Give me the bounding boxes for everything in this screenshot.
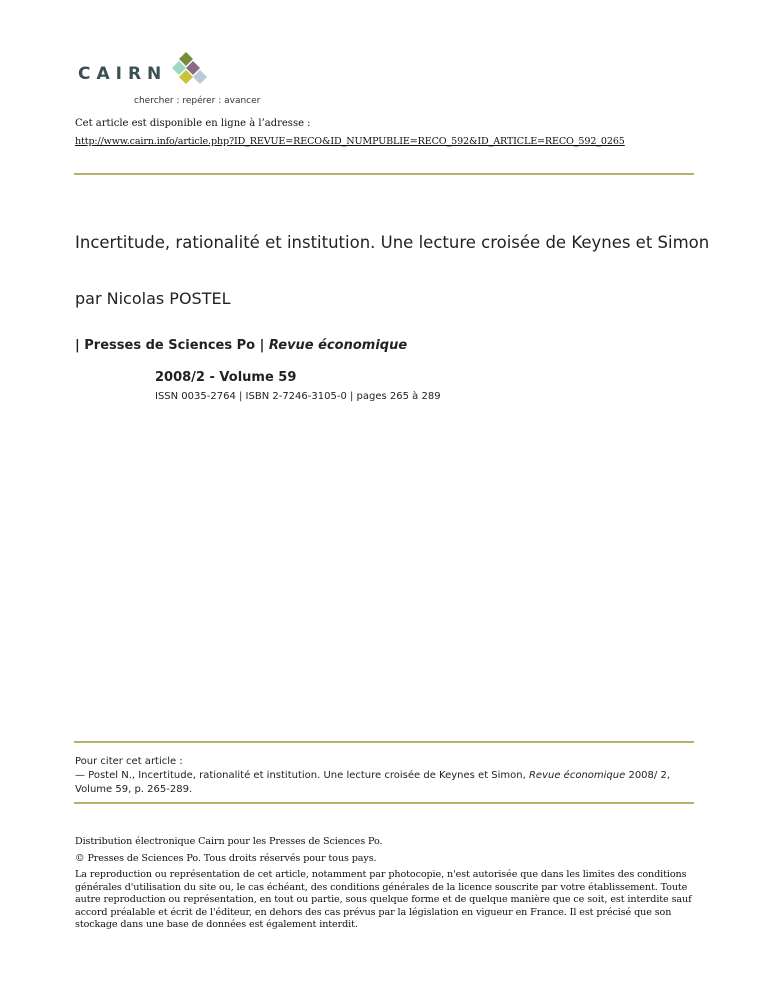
citation-prefix: — Postel N., Incertitude, rationalité et institution. Une lecture croisée de Keynes et Simon, — [75, 770, 526, 781]
divider-citation-bottom — [74, 802, 694, 804]
availability-text: Cet article est disponible en ligne à l’adresse : — [75, 118, 311, 129]
journal-name: Revue économique — [268, 338, 408, 353]
logo-tagline: chercher : repérer : avancer — [134, 96, 261, 106]
cairn-wordmark: CAIRN — [78, 64, 168, 84]
citation-text — [75, 769, 695, 797]
article-url-link[interactable]: http://www.cairn.info/article.php?ID_REVUE=RECO&ID_NUMPUBLIE=RECO_592&ID_ARTICLE=RECO_592_0265 — [75, 136, 625, 147]
distribution-text: Distribution électronique Cairn pour les Presses de Sciences Po. — [75, 836, 383, 847]
publisher-name: | Presses de Sciences Po | — [75, 338, 265, 353]
citation-suffix: 2008/ 2, Volume 59, p. 265-289. — [75, 770, 670, 795]
article-author: par Nicolas POSTEL — [75, 289, 231, 308]
publisher-line — [75, 338, 407, 353]
issue-info: 2008/2 - Volume 59 — [155, 370, 297, 385]
issn-line: ISSN 0035-2764 | ISBN 2-7246-3105-0 | pages 265 à 289 — [155, 391, 441, 402]
copyright-text: © Presses de Sciences Po. Tous droits réservés pour tous pays. — [75, 852, 377, 864]
reproduction-notice: La reproduction ou représentation de cet article, notamment par photocopie, n'est autorisée que dans les limites des conditions générales d'utilisation du site ou, le cas échéant, des conditions générales de la licence souscrite par votre établissement. Toute autre reproduction ou représentation, en tout ou partie, sous quelque forme et de quelque manière que ce soit, est interdite sauf accord préalable et écrit de l'éditeur, en dehors des cas prévus par la législation en vigueur en France. Il est précisé que son stockage dans une base de données est également interdit. — [75, 869, 692, 930]
legal-notice — [75, 836, 695, 932]
cairn-diamonds-icon — [166, 50, 226, 94]
citation-journal: Revue économique — [528, 770, 626, 781]
divider-top — [74, 173, 694, 175]
divider-citation-top — [74, 741, 694, 743]
article-title: Incertitude, rationalité et institution. Une lecture croisée de Keynes et Simon — [75, 233, 710, 252]
citation-label: Pour citer cet article : — [75, 756, 183, 767]
